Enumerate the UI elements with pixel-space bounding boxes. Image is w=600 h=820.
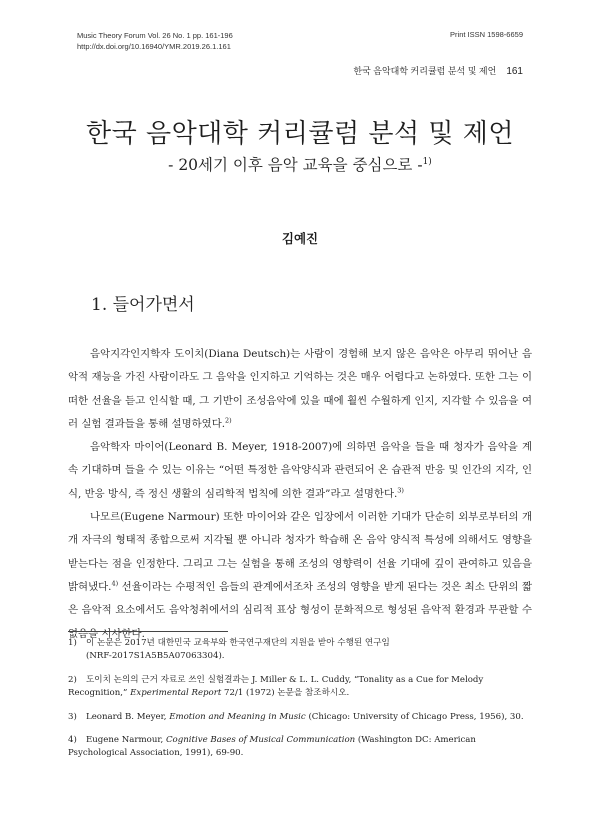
paper-title: 한국 음악대학 커리큘럼 분석 및 제언 [85,119,515,149]
doi-line: http://dx.doi.org/10.16940/YMR.2019.26.1.161 [77,42,231,51]
footnote [68,711,532,724]
journal-citation [77,30,233,52]
subtitle-footnote-marker[interactable]: 1) [422,156,432,167]
footnote-marker[interactable]: 2) [225,416,232,425]
paper-subtitle [0,153,600,175]
footnote [68,674,532,700]
footnote-number: 4) [68,735,77,745]
footnote [68,637,532,663]
author-name: 김예진 [281,232,319,246]
paragraph: 나모르(Eugene Narmour) 또한 마이어와 같은 입장에서 이러한 기대가 단순히 외부로부터의 개개 자극의 형태적 종합으로써 지각될 뿐 아니라 청자가 학습해 온 음악 양식적 특성에 의해서도 영향을 받는다는 점을 인정한다. 그리고 그는 실험을 통해 조성의 영향력이 선율 기대에 깊이 관여하고 있음을 밝혀냈다.$^{4)}$ 선율이라는 수평적인 음들의 관계에서조차 조성의 영향을 받게 된다는 것은 최소 단위의 짧은 음악적 요소에서도 음악청취에서의 심리적 표상 형성이 문화적으로 형성된 음악적 환경과 무관할 수 없음을 시사한다. [68,511,532,640]
footnote-text: (Chicago: University of Chicago Press, 1956), 30. [305,712,524,722]
footnote [68,734,532,760]
footnote-italic-title: Cognitive Bases of Musical Communication [165,735,356,745]
footnote-text: (Washington DC: American Psychological Association, 1991), 69-90. [68,735,476,758]
footnote-number: 3) [68,712,77,722]
footnote-italic-title: Experimental Report [130,688,222,698]
section-heading: 1. 들어가면서 [91,295,195,315]
footnote-number: 2) [68,675,77,685]
running-header [353,64,523,77]
footnote-text: 이 논문은 2017년 대한민국 교육부와 한국연구재단의 지원을 받아 수행된 연구임 [86,638,390,648]
paragraph: 음악학자 마이어(Leonard B. Meyer, 1918-2007)에 의하면 음악을 들을 때 청자가 음악을 계속 기대하며 들을 수 있는 이유는 “어떤 특정한 음악양식과 관련되어 온 습관적 반응 및 인간의 지각, 인식, 반응 방식, 즉 정신 생활의 심리학적 법칙에 의한 결과”라고 설명한다.$^{3)}$ [68,441,532,500]
body-text [68,343,532,646]
footnote-italic-title: Emotion and Meaning in Music [169,712,306,722]
issn: Print ISSN 1598-6659 [450,30,523,39]
journal-volume-line: Music Theory Forum Vol. 26 No. 1 pp. 161-196 [77,31,233,40]
footnote-continuation: (NRF-2017S1A5B5A07063304). [86,651,225,661]
footnote-text: Leonard B. Meyer, [86,712,170,722]
footnote-text: 도이치 논의의 근거 자료로 쓰인 실험결과는 J. Miller & L. L. Cuddy, “Tonality as a Cue for Melody Recognition,” [68,675,484,698]
footnote-marker[interactable]: 3) [397,486,404,495]
subtitle-text: - 20세기 이후 음악 교육을 중심으로 - [168,156,423,174]
page-number: 161 [506,66,523,77]
running-title: 한국 음악대학 커리큘럼 분석 및 제언 [353,66,497,76]
paragraph: 음악지각인지학자 도이치(Diana Deutsch)는 사람이 경험해 보지 않은 음악은 아무리 뛰어난 음악적 재능을 가진 사람이라도 그 음악을 인지하고 기억하는 것은 매우 어렵다고 논하였다. 또한 그는 이떠한 선율을 듣고 인식할 때, 그 기반이 조성음악에 있을 때에 훨씬 수월하게 인지, 지각할 수 있음을 여러 실험 결과들을 통해 설명하였다.$^{2)}$ [68,348,532,430]
footnote-number: 1) [68,638,77,648]
footnote-text: Eugene Narmour, [86,735,166,745]
footnote-marker[interactable]: 4) [111,579,119,588]
footnote-text: 72/1 (1972) 논문을 참조하시오. [221,688,350,698]
footnote-divider [68,631,228,632]
